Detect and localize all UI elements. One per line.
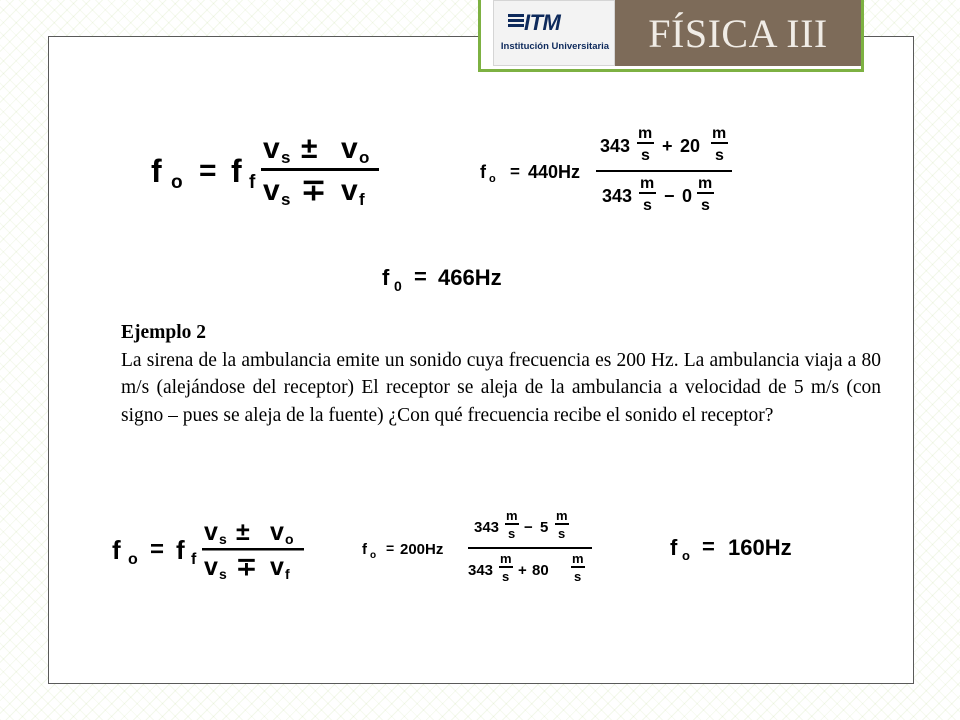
unit-s: s [558,526,566,541]
unit-s: s [502,569,510,584]
example-block [121,319,881,429]
formula-result-1 [380,258,530,298]
unit-m: m [698,175,713,192]
unit-s: s [643,197,652,214]
formula-equals: = [414,264,427,289]
formula-lhs-sub: 0 [394,278,402,294]
formula-num-b: v [341,132,358,165]
unit-bar [499,566,513,568]
formula-num-b: v [270,518,284,546]
formula-num-a: v [204,518,218,546]
formula-num-op: ± [301,132,318,165]
formula-ff: f [176,535,185,565]
logo-name: ITM [524,10,561,35]
unit-bar [639,192,656,194]
formula-equals: = [510,162,520,181]
formula-num-op: − [524,519,533,536]
formula-den-v2: 80 [532,562,549,579]
formula-num-op: + [662,136,673,156]
formula-den-op: + [518,562,527,579]
formula-equals: = [702,534,715,559]
logo-stripes-icon [508,14,524,32]
formula-den-a-sub: s [281,190,291,209]
formula-equals: = [150,536,165,563]
unit-bar [637,142,654,144]
formula-result-2 [668,531,818,567]
formula-num-v2: 5 [540,519,549,536]
unit-bar [711,142,728,144]
formula-fraction-bar [202,548,304,551]
formula-den-op: − [664,186,675,206]
formula-equals: = [386,540,395,556]
unit-m: m [638,125,653,142]
formula-den-v1: 343 [602,186,633,206]
formula-lhs: f [362,541,367,558]
formula-den-b: v [341,174,358,207]
formula-ff: f [231,153,242,189]
formula-den-b: v [270,553,284,581]
formula-num-a: v [263,132,280,165]
unit-s: s [574,569,582,584]
formula-freq: 200Hz [400,541,444,558]
unit-m: m [640,175,655,192]
formula-den-b-sub: f [359,190,365,209]
formula-substitution-1 [476,118,746,228]
example-body: La sirena de la ambulancia emite un sonido cuya frecuencia es 200 Hz. La ambulancia viaja a 80 m/s (alejándose del receptor) El receptor se aleja de la ambulancia a velocidad de 5 m/s (con signo – pues se aleja de la fuente) ¿Con qué frecuencia recibe el sonido el receptor? [121,349,881,426]
unit-bar [555,523,569,525]
formula-value: 466Hz [438,265,502,290]
formula-lhs-sub: o [489,173,496,185]
formula-den-op: ∓ [301,174,327,207]
unit-s: s [715,147,724,164]
formula-num-a-sub: s [219,531,227,547]
course-title: FÍSICA III [615,0,861,66]
formula-den-v2: 0 [682,186,693,206]
formula-fraction-bar [468,547,592,549]
unit-m: m [506,508,518,523]
formula-num-v1: 343 [600,136,631,156]
formula-equals: = [199,154,217,187]
unit-s: s [701,197,710,214]
formula-den-b-sub: f [285,566,290,582]
unit-s: s [641,147,650,164]
formula-den-v1: 343 [468,562,494,579]
formula-den-op: ∓ [236,553,257,581]
header-box [478,0,864,72]
formula-substitution-2 [360,503,600,598]
formula-lhs-sub: o [171,172,183,193]
unit-bar [505,523,519,525]
unit-m: m [712,125,727,142]
formula-fraction-bar [261,168,379,171]
unit-m: m [500,551,512,566]
formula-freq: 440Hz [528,162,581,182]
unit-m: m [556,508,568,523]
unit-bar [571,566,585,568]
formula-lhs: f [151,153,162,189]
formula-lhs: f [670,535,678,560]
formula-lhs-sub: o [370,550,377,561]
formula-num-a-sub: s [281,148,291,167]
unit-s: s [508,526,516,541]
formula-lhs: f [382,265,390,290]
formula-den-a: v [204,553,218,581]
formula-value: 160Hz [728,535,792,560]
formula-lhs: f [480,162,486,182]
formula-doppler-general-2 [108,515,318,590]
logo-subtitle: Institución Universitaria [500,41,610,52]
formula-ff-sub: f [249,172,256,193]
formula-num-op: ± [236,518,250,546]
formula-lhs: f [112,535,121,565]
formula-ff-sub: f [191,551,197,568]
formula-num-v2: 20 [680,136,701,156]
unit-bar [697,192,714,194]
formula-den-a: v [263,174,280,207]
formula-den-a-sub: s [219,566,227,582]
formula-num-b-sub: o [285,531,294,547]
unit-m: m [572,551,584,566]
itm-logo [493,0,615,66]
example-title: Ejemplo 2 [121,322,207,343]
formula-lhs-sub: o [682,548,690,563]
formula-doppler-general-1 [145,128,395,218]
formula-lhs-sub: o [128,551,138,568]
formula-num-b-sub: o [359,148,370,167]
formula-fraction-bar [596,170,732,172]
formula-num-v1: 343 [474,519,500,536]
